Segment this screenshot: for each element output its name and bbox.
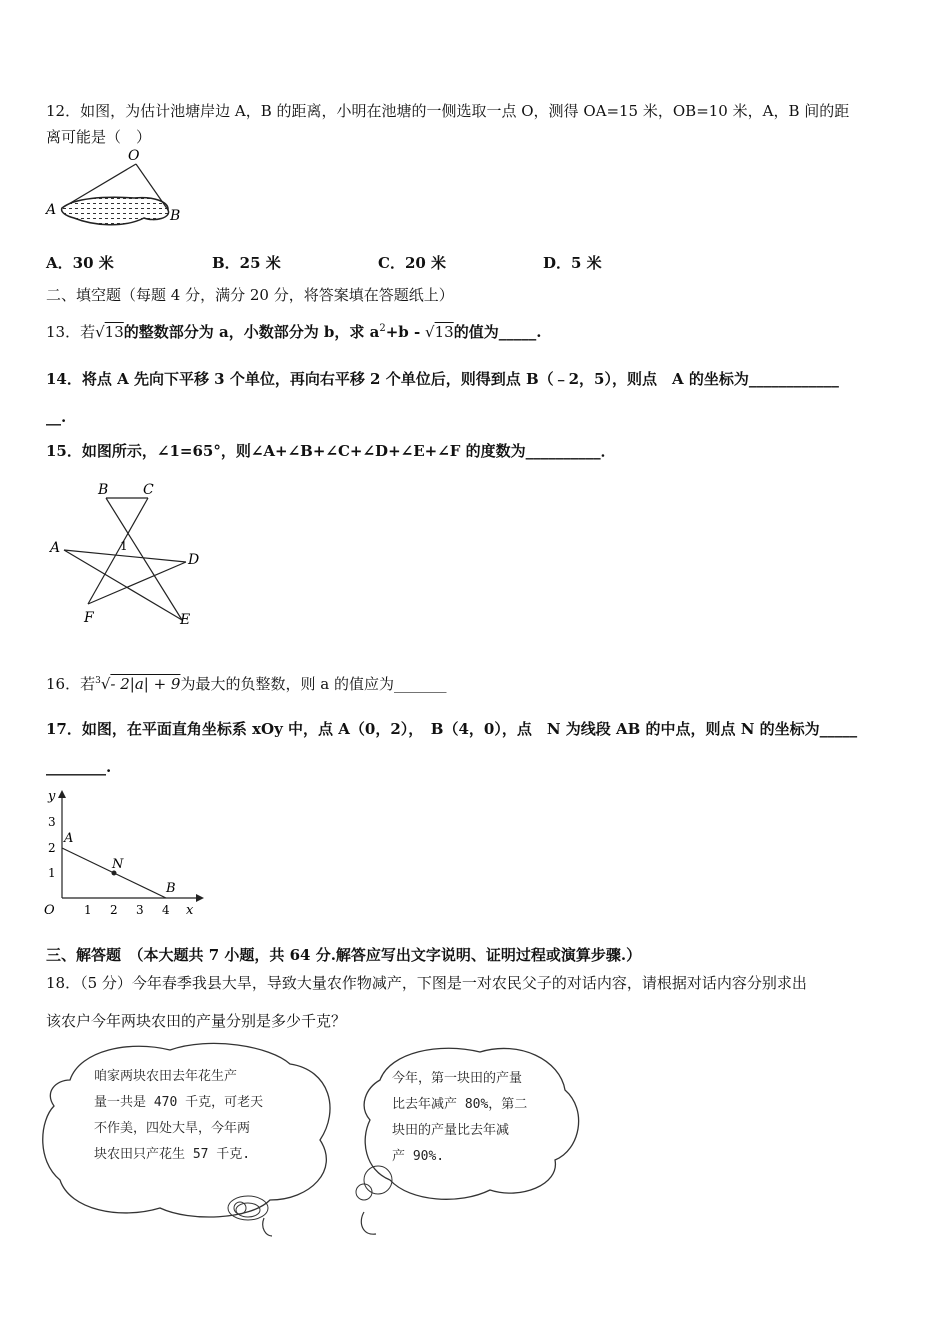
bubble-right-line2: 比去年减产 80%，第二 (392, 1097, 528, 1112)
label-y: y (48, 789, 56, 804)
left-spiral-2 (236, 1203, 260, 1217)
sqrt-13-b: √13 (425, 323, 454, 341)
label-1: 1 (120, 539, 128, 553)
q16-suffix: 为最大的负整数，则 a 的值应为_______ (180, 675, 447, 693)
cube-root: $^3$√- 2|a| + 9 (95, 675, 181, 693)
bubble-right-line3: 块田的产量比去年减 (392, 1123, 510, 1138)
label-f: F (84, 610, 94, 626)
right-bubble-tail-2 (356, 1184, 372, 1200)
star-edge-df (88, 562, 186, 604)
section3-heading: 三、解答题 （本大题共 7 小题，共 64 分.解答应写出文字说明、证明过程或演算步骤.） (46, 946, 642, 964)
label-c: C (143, 482, 154, 498)
label-o: O (128, 148, 140, 164)
bubble-left-line1: 咱家两块农田去年花生产 (94, 1069, 238, 1084)
xtick-4: 4 (162, 903, 170, 917)
label-b: B (166, 881, 176, 896)
pond-shape (62, 197, 169, 224)
ytick-1: 1 (48, 866, 56, 880)
xtick-1: 1 (84, 903, 92, 917)
label-e: E (180, 612, 191, 628)
q13-middle: 的整数部分为 a，小数部分为 b，求 a (123, 323, 380, 341)
ytick-3: 3 (48, 815, 56, 829)
q12-option-a[interactable]: A．30 米 (46, 254, 114, 272)
bubble-left-line3: 不作美，四处大旱，今年两 (94, 1121, 251, 1136)
label-a: A (64, 831, 74, 846)
q12-option-d[interactable]: D．5 米 (543, 254, 602, 272)
q13-sup: 2 (379, 323, 386, 334)
ytick-2: 2 (48, 841, 56, 855)
label-a: A (50, 540, 61, 556)
q13-middle2: +b - (385, 323, 421, 341)
x-arrow (196, 894, 204, 902)
q18-line2: 该农户今年两块农田的产量分别是多少千克？ (46, 1012, 347, 1030)
q14-line1: 14．将点 A 先向下平移 3 个单位，再向右平移 2 个单位后，则得到点 B（﹣2，5），则点 A 的坐标为____________ (46, 370, 839, 388)
label-n: N (112, 857, 124, 872)
q12-line1: 12．如图，为估计池塘岸边 A，B 的距离，小明在池塘的一侧选取一点 O，测得 OA=15 米，OB=10 米，A，B 间的距 (46, 102, 850, 120)
q16-line (46, 670, 446, 695)
star-edge-bf (106, 498, 182, 620)
figure-head-left (263, 1218, 272, 1236)
q13-suffix: 的值为_____. (453, 323, 542, 341)
q18-line1: 18．（5 分）今年春季我县大旱，导致大量农作物减产，下图是一对农民父子的对话内容，请根据对话内容分别求出 (46, 974, 807, 992)
q13-prefix: 13．若 (46, 323, 96, 341)
q13-line (46, 318, 541, 343)
bubble-left-line2: 量一共是 470 千克，可老天 (94, 1095, 264, 1110)
coordinate-figure (40, 786, 210, 920)
q12-line2: 离可能是（ ） (46, 128, 152, 146)
y-arrow (58, 790, 66, 798)
star-figure (48, 478, 208, 628)
q12-option-b[interactable]: B．25 米 (212, 254, 281, 272)
figure-head-right (361, 1212, 376, 1234)
bubble-right-line1: 今年，第一块田的产量 (392, 1071, 523, 1086)
label-a: A (46, 202, 57, 218)
label-o: O (44, 903, 55, 918)
sqrt-13-a: √13 (95, 323, 124, 341)
q12-option-c[interactable]: C．20 米 (378, 254, 447, 272)
right-bubble-tail-1 (364, 1166, 392, 1194)
label-d: D (188, 552, 200, 568)
section2-heading: 二、填空题（每题 4 分，满分 20 分，将答案填在答题纸上） (46, 286, 454, 304)
bubble-left-text (94, 1064, 263, 1168)
q14-line2: __. (46, 408, 67, 426)
q17-line2: ________. (46, 758, 112, 776)
star-edge-ae (64, 550, 182, 620)
label-b: B (170, 208, 181, 224)
bubble-right-line4: 产 90%. (392, 1149, 445, 1164)
pond-figure (44, 146, 194, 236)
q15-line: 15．如图所示，∠1=65°，则∠A+∠B+∠C+∠D+∠E+∠F 的度数为__________． (46, 442, 616, 460)
bubble-left-line4: 块农田只产花生 57 千克. (94, 1147, 251, 1162)
q16-prefix: 16．若 (46, 675, 96, 693)
xtick-3: 3 (136, 903, 144, 917)
q17-line1: 17．如图，在平面直角坐标系 xOy 中，点 A（0，2）， B（4，0），点 N 为线段 AB 的中点，则点 N 的坐标为_____ (46, 720, 858, 738)
xtick-2: 2 (110, 903, 118, 917)
label-b: B (98, 482, 109, 498)
bubble-right-text (392, 1066, 527, 1170)
label-x: x (186, 903, 194, 918)
